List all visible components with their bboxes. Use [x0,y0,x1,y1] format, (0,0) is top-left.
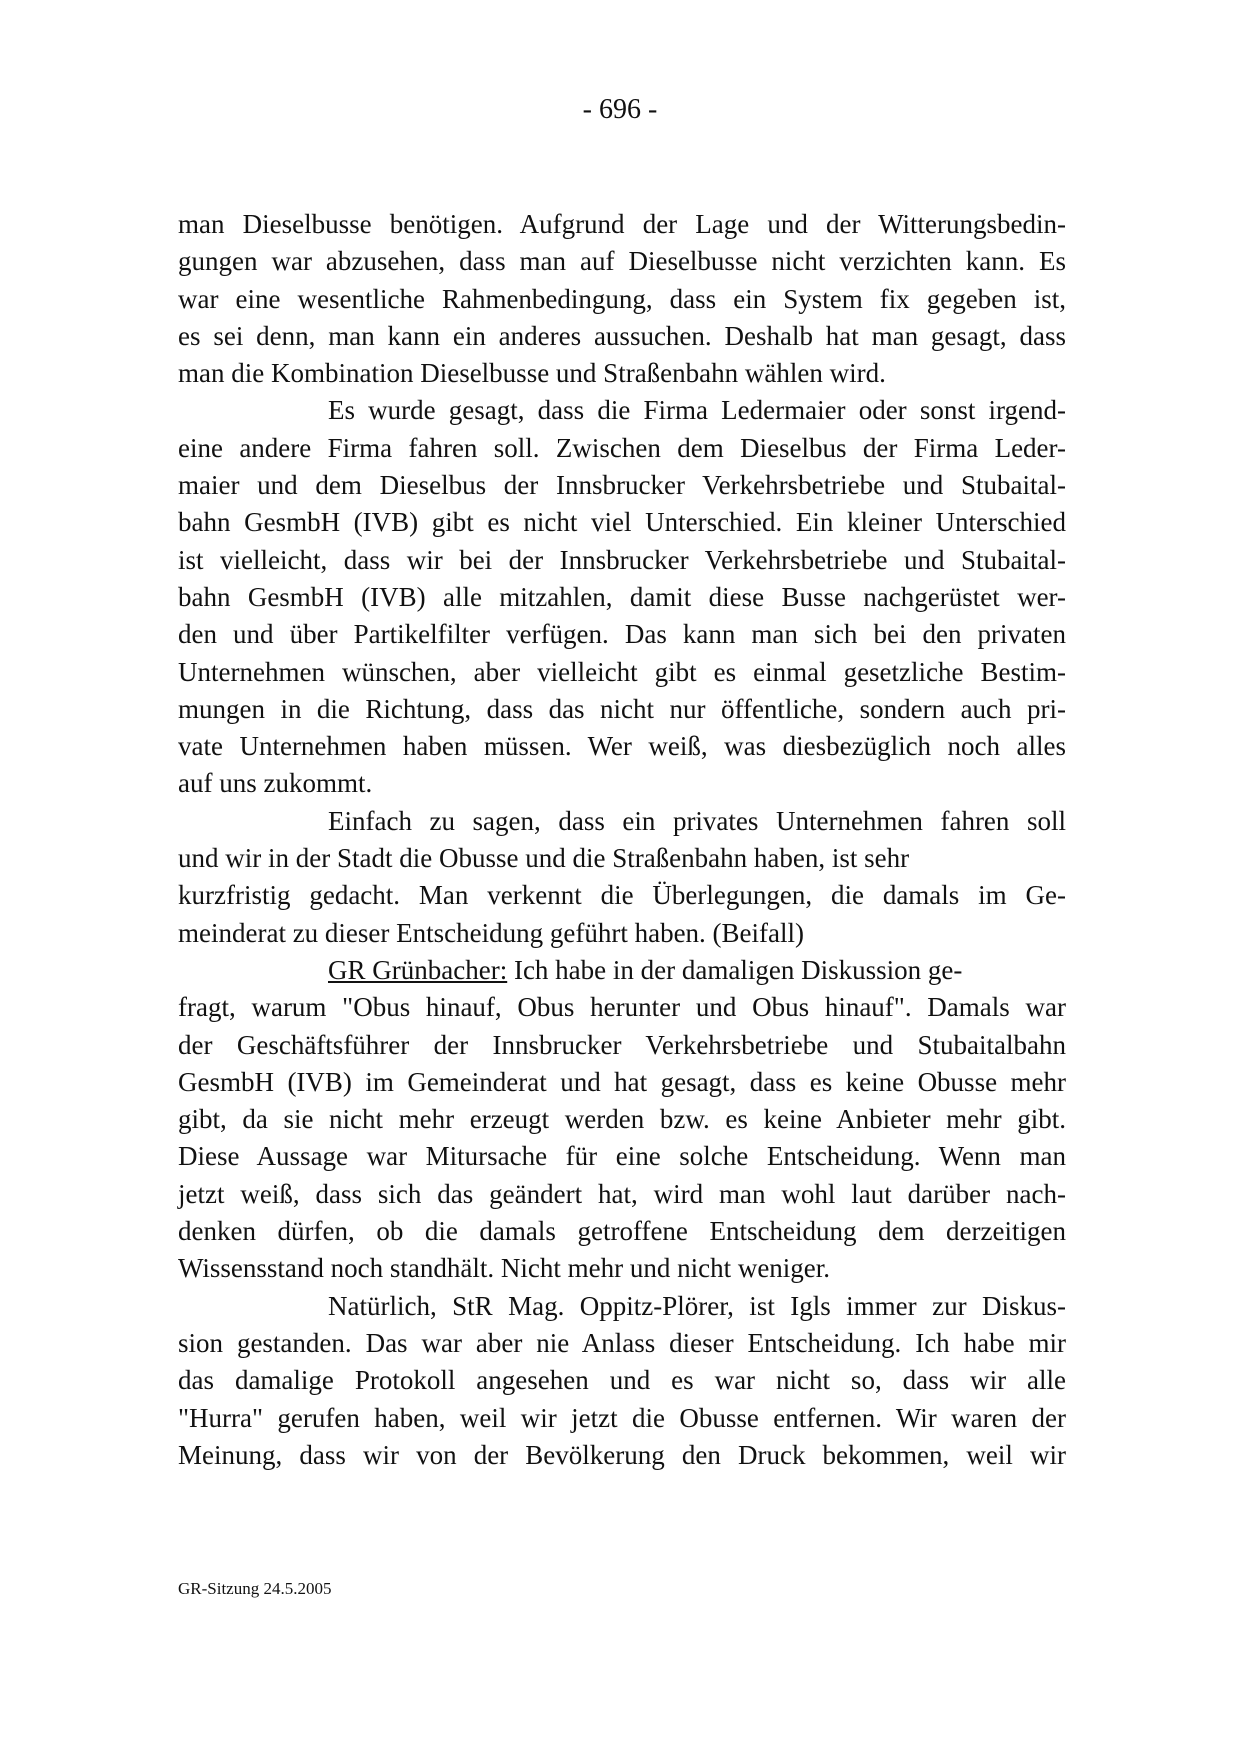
text-line: vate Unternehmen haben müssen. Wer weiß, was diesbezüglich noch alles [178,731,1066,762]
text-line: es sei denn, man kann ein anderes aussuchen. Deshalb hat man gesagt, dass [178,320,1066,351]
text-line: und wir in der Stadt die Obusse und die Straßenbahn haben, ist sehr [178,843,910,874]
text-line: GesmbH (IVB) im Gemeinderat und hat gesagt, dass es keine Obusse mehr [178,1066,1066,1097]
text-line: Natürlich, StR Mag. Oppitz-Plörer, ist Igls immer zur Diskus- [328,1290,1066,1321]
text-line: sion gestanden. Das war aber nie Anlass dieser Entscheidung. Ich habe mir [178,1327,1066,1358]
body-text [178,206,1066,1474]
text-line: Einfach zu sagen, dass ein privates Unternehmen fahren soll [328,805,1066,836]
text-line: eine andere Firma fahren soll. Zwischen dem Dieselbus der Firma Leder- [178,432,1066,463]
text-line: Diese Aussage war Mitursache für eine solche Entscheidung. Wenn man [178,1141,1066,1172]
text-line: war eine wesentliche Rahmenbedingung, dass ein System fix gegeben ist, [178,283,1066,314]
speaker-text: Ich habe in der damaligen Diskussion ge- [513,954,963,985]
text-line: man Dieselbusse benötigen. Aufgrund der Lage und der Witterungsbedin- [178,209,1066,239]
text-line: bahn GesmbH (IVB) gibt es nicht viel Unterschied. Ein kleiner Unterschied [178,507,1066,538]
text-line: jetzt weiß, dass sich das geändert hat, wird man wohl laut darüber nach- [178,1178,1066,1209]
text-line: denken dürfen, ob die damals getroffene Entscheidung dem derzeitigen [178,1216,1066,1247]
text-line: der Geschäftsführer der Innsbrucker Verkehrsbetriebe und Stubaitalbahn [178,1029,1066,1060]
text-line: ist vielleicht, dass wir bei der Innsbrucker Verkehrsbetriebe und Stubaital- [178,544,1066,575]
text-line: das damalige Protokoll angesehen und es war nicht so, dass wir alle [178,1365,1066,1396]
text-line: gungen war abzusehen, dass man auf Dieselbusse nicht verzichten kann. Es [178,246,1066,277]
page-number: - 696 - [582,94,658,125]
text-line: Es wurde gesagt, dass die Firma Ledermaier oder sonst irgend- [328,395,1066,426]
text-line: man die Kombination Dieselbusse und Straßenbahn wählen wird. [178,358,886,389]
text-line: den und über Partikelfilter verfügen. Das kann man sich bei den privaten [178,619,1066,650]
speaker-name: GR Grünbacher: [328,954,508,985]
text-line: bahn GesmbH (IVB) alle mitzahlen, damit diese Busse nachgerüstet wer- [178,581,1066,612]
footer-session-date: GR-Sitzung 24.5.2005 [178,1579,332,1598]
text-line: "Hurra" gerufen haben, weil wir jetzt die Obusse entfernen. Wir waren der [178,1402,1066,1433]
text-line: meinderat zu dieser Entscheidung geführt haben. (Beifall) [178,917,805,948]
text-line: gibt, da sie nicht mehr erzeugt werden bzw. es keine Anbieter mehr gibt. [178,1104,1066,1135]
text-line: Meinung, dass wir von der Bevölkerung den Druck bekommen, weil wir [178,1439,1066,1470]
text-line: auf uns zukommt. [178,768,373,799]
speaker-line [178,952,1066,989]
text-line: Unternehmen wünschen, aber vielleicht gibt es einmal gesetzliche Bestim- [178,656,1066,687]
text-line: maier und dem Dieselbus der Innsbrucker Verkehrsbetriebe und Stubaital- [178,470,1066,501]
text-line: fragt, warum "Obus hinauf, Obus herunter und Obus hinauf". Damals war [178,992,1066,1023]
text-line: mungen in die Richtung, dass das nicht nur öffentliche, sondern auch pri- [178,693,1066,724]
text-line: kurzfristig gedacht. Man verkennt die Überlegungen, die damals im Ge- [178,880,1066,911]
text-line: Wissensstand noch standhält. Nicht mehr und nicht weniger. [178,1253,831,1284]
